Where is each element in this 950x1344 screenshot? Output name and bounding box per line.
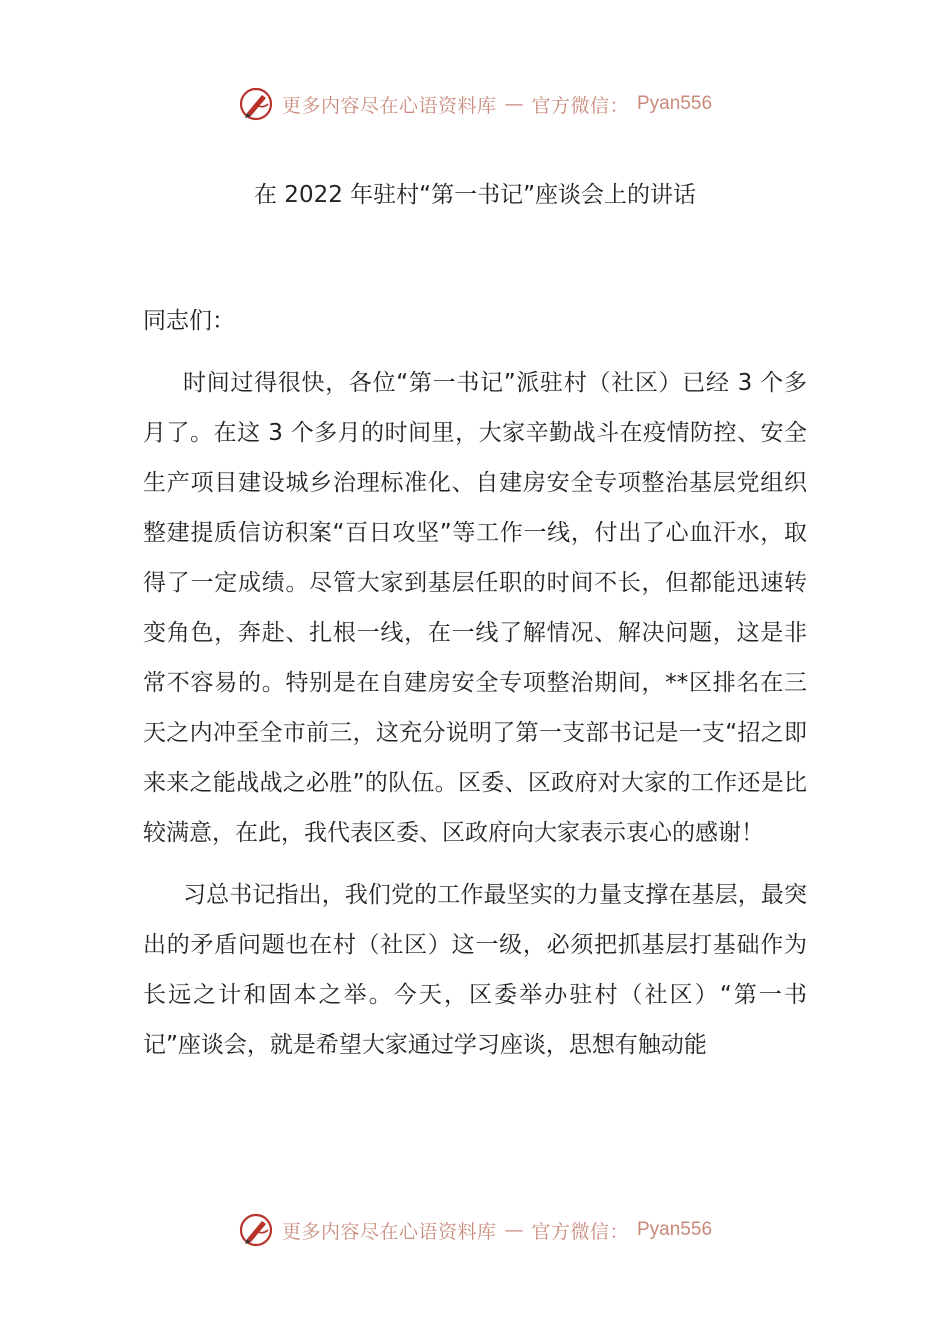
banner-contact-label: 官方微信： [531, 1220, 629, 1243]
banner-site-text: 更多内容尽在心语资料库 [281, 1220, 497, 1243]
banner-contact-handle: Pyan556 [637, 93, 713, 114]
document-body [143, 296, 807, 1082]
paragraph: 习总书记指出，我们党的工作最坚实的力量支撑在基层，最突出的矛盾问题也在村（社区）这一级，必须把抓基层打基础作为长远之计和固本之举。今天，区委举办驻村（社区）“第一书记”座谈会，就是希望大家通过学习座谈，思想有触动能 [143, 882, 807, 1058]
pen-logo-icon [238, 86, 274, 122]
salutation: 同志们： [143, 308, 235, 334]
banner-contact-label: 官方微信： [531, 94, 629, 117]
banner-contact-handle: Pyan556 [637, 1219, 713, 1240]
document-title: 在 2022 年驻村“第一书记”座谈会上的讲话 [254, 182, 696, 208]
banner-site-text: 更多内容尽在心语资料库 [281, 94, 497, 117]
pen-logo-icon [238, 1212, 274, 1248]
paragraph: 时间过得很快，各位“第一书记”派驻村（社区）已经 3 个多月了。在这 3 个多月的时间里，大家辛勤战斗在疫情防控、安全生产项目建设城乡治理标准化、自建房安全专项整治基层党组织整建提质信访积案“百日攻坚”等工作一线，付出了心血汗水，取得了一定成绩。尽管大家到基层任职的时间不长，但都能迅速转变角色，奔赴、扎根一线，在一线了解情况、解决问题，这是非常不容易的。特别是在自建房安全专项整治期间，**区排名在三天之内冲至全市前三，这充分说明了第一支部书记是一支“招之即来来之能战战之必胜”的队伍。区委、区政府对大家的工作还是比较满意，在此，我代表区委、区政府向大家表示衷心的感谢！ [143, 370, 807, 846]
banner-separator: — [504, 93, 524, 115]
footer-banner [0, 1208, 950, 1252]
header-banner [0, 82, 950, 126]
banner-separator: — [504, 1219, 524, 1241]
